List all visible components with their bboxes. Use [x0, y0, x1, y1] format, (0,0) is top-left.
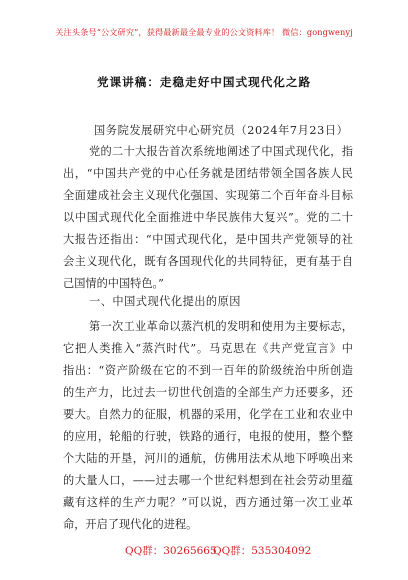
paragraph-2-line: 的大量人口，——过去哪一个世纪料想到在社会劳动里蕴 — [63, 474, 353, 487]
paragraph-2-line: 的应用，轮船的行驶，铁路的通行，电报的使用，整个整 — [63, 430, 353, 443]
paragraph-1-line: 全面建成社会主义现代化强国、实现第二个百年奋斗目标 — [63, 189, 353, 202]
paragraph-2-line: 它把人类推入“蒸汽时代”。马克思在《共产党宣言》中 — [63, 342, 353, 355]
document-title: 党课讲稿：走稳走好中国式现代化之路 — [96, 75, 312, 89]
paragraph-1-line: 出，“中国共产党的中心任务就是团结带领全国各族人民 — [63, 167, 353, 180]
paragraph-2-line: 的生产力，比过去一切世代创造的全部生产力还要多，还 — [63, 386, 353, 399]
paragraph-1-line: 会主义现代化，既有各国现代化的共同特征，更有基于自 — [63, 255, 353, 268]
paragraph-1-line: 以中国式现代化全面推进中华民族伟大复兴”。党的二十 — [63, 211, 353, 224]
paragraph-2-line: 指出：“资产阶级在它的不到一百年的阶级统治中所创造 — [63, 364, 353, 377]
qq-group-right: QQ群：535304092 — [213, 545, 312, 557]
section-heading: 一、中国式现代化提出的原因 — [89, 295, 241, 308]
page-footer — [0, 543, 408, 557]
paragraph-2-line: 第一次工业革命以蒸汽机的发明和使用为主要标志， — [89, 320, 353, 333]
paragraph-1-line: 己国情的中国特色。” — [63, 277, 164, 290]
paragraph-1-line: 大报告还指出：“中国式现代化，是中国共产党领导的社 — [63, 233, 353, 246]
top-banner: 关注头条号“公文研究”，获得最新最全最专业的公文资料库！ 微信：gongwenyj — [55, 27, 353, 37]
paragraph-2-line: 命，开启了现代化的进程。 — [63, 518, 198, 531]
paragraph-2-line: 要大。自然力的征服，机器的采用，化学在工业和农业中 — [63, 408, 353, 421]
paragraph-1-line: 党的二十大报告首次系统地阐述了中国式现代化，指 — [89, 145, 353, 158]
qq-group-left: QQ群：30265665 — [125, 545, 217, 557]
paragraph-2-line: 个大陆的开垦，河川的通航，仿佛用法术从地下呼唤出来 — [63, 452, 353, 465]
paragraph-2-line: 藏有这样的生产力呢？”可以说，西方通过第一次工业革 — [63, 496, 353, 509]
author-byline: 国务院发展研究中心研究员（2024年7月23日） — [94, 124, 349, 137]
